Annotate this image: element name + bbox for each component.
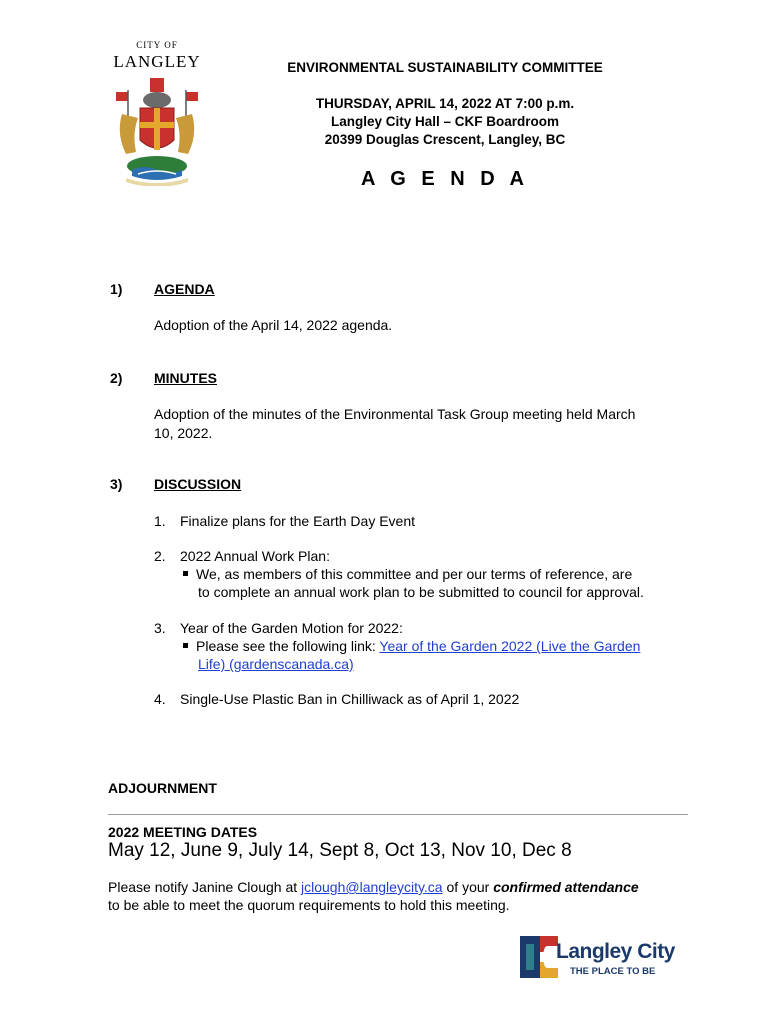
crest-main-text: LANGLEY	[113, 52, 201, 71]
year-of-garden-link-line2[interactable]: Life) (gardenscanada.ca)	[198, 656, 354, 672]
notice-prefix: Please notify Janine Clough at	[108, 879, 302, 895]
section-number: 2)	[110, 370, 123, 386]
list-item: Year of the Garden Motion for 2022:	[180, 620, 403, 636]
list-item: 2022 Annual Work Plan:	[180, 548, 330, 564]
year-of-garden-link[interactable]: Year of the Garden 2022 (Live the Garden	[379, 638, 641, 654]
crest-top-text: CITY OF	[136, 40, 178, 50]
meeting-address: 20399 Douglas Crescent, Langley, BC	[324, 132, 566, 147]
list-item: Finalize plans for the Earth Day Event	[180, 513, 416, 529]
meeting-dates-heading: 2022 MEETING DATES	[108, 824, 258, 840]
agenda-title: A G E N D A	[361, 168, 529, 190]
notice-middle: of your	[442, 879, 494, 895]
attendance-notice	[108, 878, 639, 897]
section-title-agenda: AGENDA	[154, 281, 215, 297]
adjournment-heading: ADJOURNMENT	[108, 780, 217, 796]
bullet-icon	[183, 643, 188, 648]
email-link[interactable]: jclough@langleycity.ca	[301, 879, 443, 895]
attendance-notice-line2: to be able to meet the quorum requirements to hold this meeting.	[108, 897, 510, 913]
section-number: 3)	[110, 476, 123, 492]
list-item: Single-Use Plastic Ban in Chilliwack as of April 1, 2022	[180, 691, 520, 707]
section-title-minutes: MINUTES	[154, 370, 217, 386]
bullet-icon	[183, 571, 188, 576]
logo-name: Langley City	[556, 940, 675, 963]
bullet-text-line2: to complete an annual work plan to be submitted to council for approval.	[198, 584, 644, 600]
list-item-number: 1.	[154, 513, 166, 529]
section-minutes-text-line2: 10, 2022.	[154, 425, 213, 441]
meeting-dates-list: May 12, June 9, July 14, Sept 8, Oct 13, Nov 10, Dec 8	[108, 840, 572, 861]
city-crest	[104, 40, 210, 190]
list-item-number: 2.	[154, 548, 166, 564]
bullet-item	[183, 565, 632, 584]
section-minutes-text-line1: Adoption of the minutes of the Environmental Task Group meeting held March	[154, 406, 636, 422]
divider	[108, 814, 688, 815]
bullet-prefix: Please see the following link:	[196, 638, 380, 654]
bullet-item	[183, 637, 640, 656]
langley-city-logo	[518, 934, 688, 980]
section-number: 1)	[110, 281, 123, 297]
notice-emphasis: confirmed attendance	[493, 879, 639, 895]
logo-tagline: THE PLACE TO BE	[570, 966, 656, 977]
meeting-date: THURSDAY, APRIL 14, 2022 AT 7:00 p.m.	[315, 96, 575, 111]
list-item-number: 3.	[154, 620, 166, 636]
coat-of-arms-icon	[108, 74, 206, 186]
list-item-number: 4.	[154, 691, 166, 707]
section-agenda-text: Adoption of the April 14, 2022 agenda.	[154, 317, 393, 333]
committee-name: ENVIRONMENTAL SUSTAINABILITY COMMITTEE	[287, 60, 603, 75]
bullet-text-line1: We, as members of this committee and per our terms of reference, are	[196, 566, 633, 582]
section-title-discussion: DISCUSSION	[154, 476, 242, 492]
meeting-venue: Langley City Hall – CKF Boardroom	[330, 114, 560, 129]
